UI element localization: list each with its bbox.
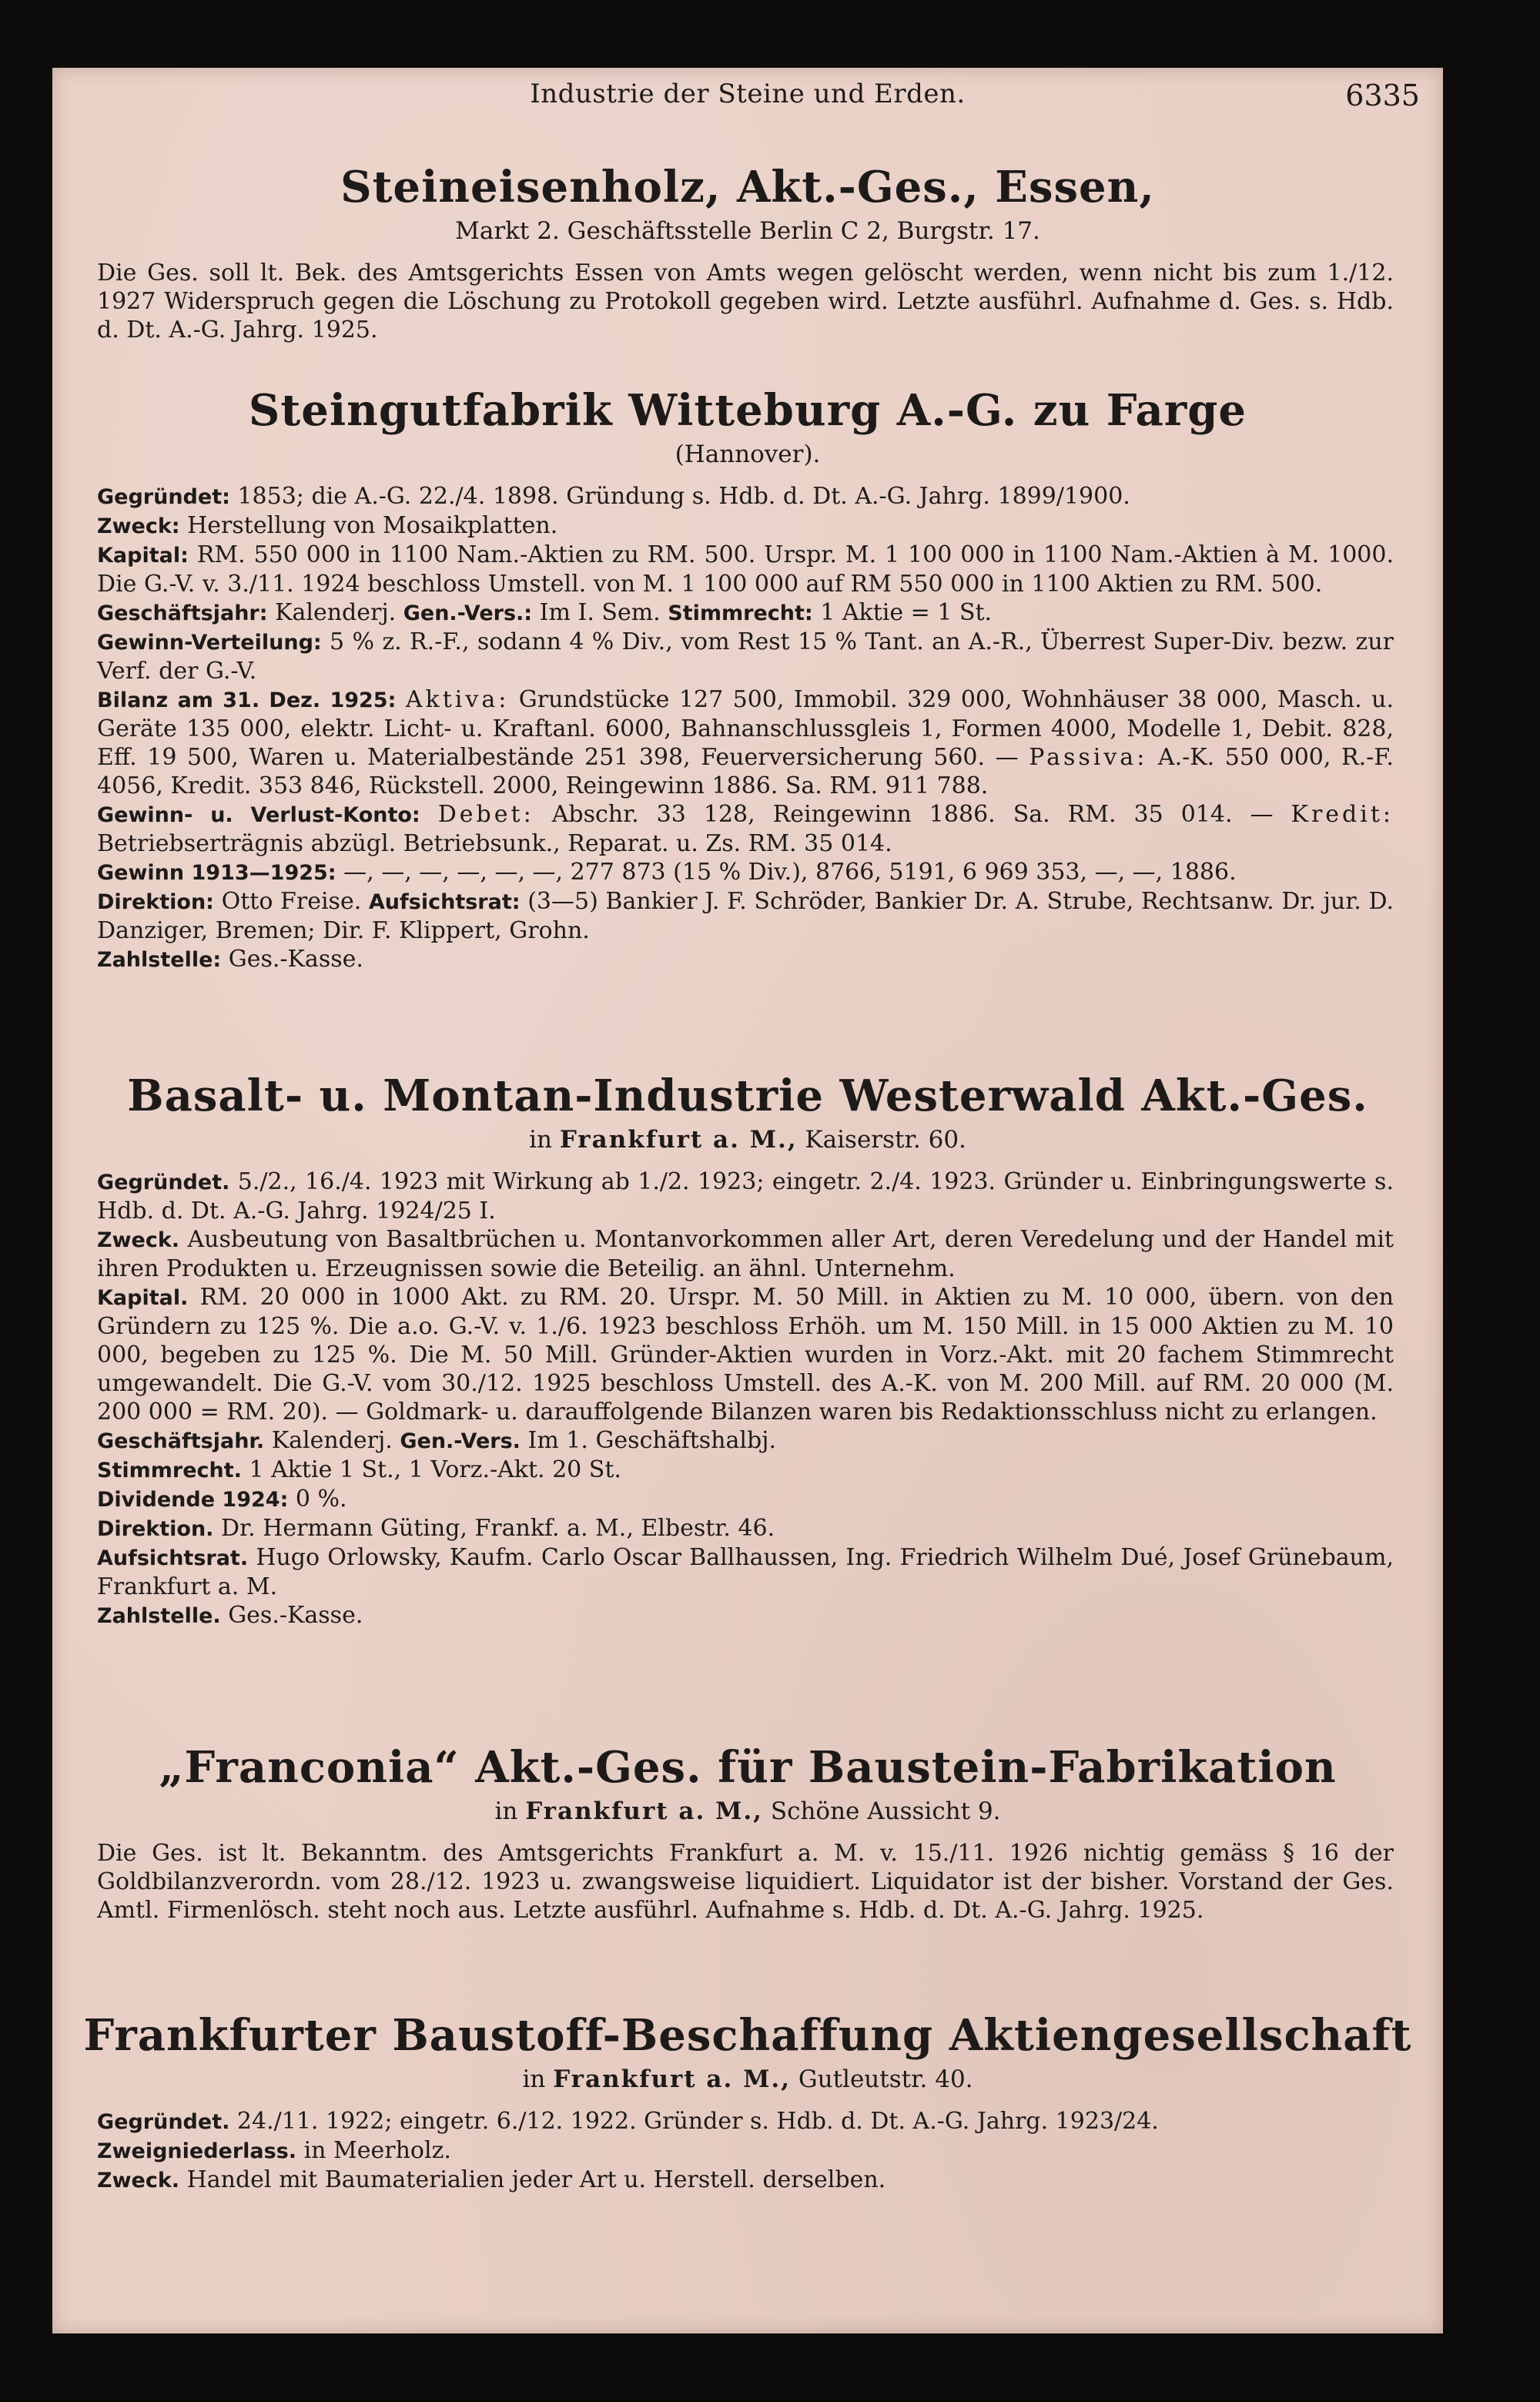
entry-franconia: [52, 1740, 1443, 1925]
field-label: Zweck.: [97, 2169, 180, 2193]
field-value: RM. 550 000 in 1100 Nam.-Aktien zu RM. 500. Urspr. M. 1 100 000 in 1100 Nam.-Aktien à M. 1000. Die G.-V. v. 3./11. 1924 beschloss Umstell. von M. 1 100 000 auf RM 550 000 in 1100 Aktien zu RM. 500.: [97, 541, 1394, 598]
field-zahlstelle: [97, 945, 1394, 974]
field-geschaeftsjahr: [97, 598, 1394, 628]
entry-title: Steingutfabrik Witteburg A.-G. zu Farge: [248, 385, 1247, 436]
field-value: Otto Freise.: [221, 888, 362, 915]
field-stimmrecht: [97, 1456, 1394, 1485]
field-dividende: [97, 1485, 1394, 1514]
entry-body: [52, 482, 1443, 974]
field-value: A.-K. 550 000, R.-F. 4056, Kredit. 353 846, Rückstell. 2000, Reingewinn 1886. Sa. RM. 911 788.: [97, 744, 1394, 799]
field-gegruendet: [97, 1167, 1394, 1225]
subtitle-city: Frankfurt a. M.,: [553, 2065, 791, 2093]
field-value: —, —, —, —, —, —, 277 873 (15 % Div.), 8766, 5191, 6 969 353, —, —, 1886.: [343, 859, 1237, 886]
field-label: Geschäftsjahr.: [97, 1429, 265, 1453]
field-value: Kalenderj.: [271, 1427, 393, 1454]
field-label: Kapital.: [97, 1286, 189, 1310]
field-direktion: [97, 1514, 1394, 1543]
field-label: Kapital:: [97, 544, 189, 568]
document-page: [52, 68, 1443, 2333]
entry-body: [52, 259, 1443, 344]
field-aufsichtsrat: [97, 1543, 1394, 1601]
field-zweck: [97, 1225, 1394, 1283]
entry-body: [52, 1839, 1443, 1925]
entry-text: Die Ges. soll lt. Bek. des Amtsgerichts Essen von Amts wegen gelöscht werden, wenn nicht bis zum 1./12. 1927 Widerspruch gegen die Löschung zu Protokoll gegeben wird. Letzte ausführl. Aufnahme d. Ges. s. Hdb. d. Dt. A.-G. Jahrg. 1925.: [97, 260, 1394, 343]
entry-body: [52, 2107, 1443, 2195]
field-sublabel: Debet:: [437, 801, 534, 828]
entry-address: Markt 2. Geschäftsstelle Berlin C 2, Burgstr. 17.: [455, 217, 1040, 245]
field-gewinn: [97, 858, 1394, 887]
field-zweck: [97, 511, 1394, 541]
field-label: Zweck.: [97, 1228, 180, 1252]
running-header: [52, 79, 1443, 116]
field-value: 24./11. 1922; eingetr. 6./12. 1922. Gründer s. Hdb. d. Dt. A.-G. Jahrg. 1923/24.: [236, 2108, 1159, 2135]
entry-address: [52, 1794, 1443, 1828]
field-label: Gen.-Vers.: [400, 1429, 521, 1453]
running-title: Industrie der Steine und Erden.: [530, 79, 966, 109]
field-value: Im 1. Geschäftshalbj.: [527, 1427, 776, 1454]
entry-steineisenholz: [52, 160, 1443, 344]
field-value: Abschr. 33 128, Reingewinn 1886. Sa. RM. 35 014. —: [551, 801, 1274, 828]
subtitle-prefix: in: [494, 1797, 518, 1825]
field-value: 5 % z. R.-F., sodann 4 % Div., vom Rest 15 % Tant. an A.-R., Überrest Super-Div. bezw. zur Verf. der G.-V.: [97, 628, 1394, 685]
field-label: Zahlstelle.: [97, 1604, 221, 1628]
field-sublabel: Passiva:: [1029, 744, 1148, 771]
field-label: Stimmrecht.: [97, 1459, 242, 1482]
field-value: Ausbeutung von Basaltbrüchen u. Montanvorkommen aller Art, deren Veredelung und der Handel mit ihren Produkten u. Erzeugnissen sowie die Beteilig. an ähnl. Unternehm.: [97, 1226, 1394, 1282]
field-label: Gegründet.: [97, 2110, 230, 2134]
field-value: 1853; die A.-G. 22./4. 1898. Gründung s. Hdb. d. Dt. A.-G. Jahrg. 1899/1900.: [237, 483, 1130, 510]
field-value: 1 Aktie 1 St., 1 Vorz.-Akt. 20 St.: [249, 1456, 621, 1483]
field-label: Direktion:: [97, 890, 214, 914]
field-value: 1 Aktie = 1 St.: [820, 599, 993, 626]
field-label: Direktion.: [97, 1517, 214, 1541]
page-number: 6335: [1345, 79, 1420, 112]
field-label: Zweck:: [97, 514, 180, 538]
field-gegruendet: [97, 2107, 1394, 2136]
entry-title: Frankfurter Baustoff-Beschaffung Aktiengesellschaft: [83, 2010, 1412, 2061]
subtitle-prefix: in: [529, 1126, 552, 1154]
field-value: Grundstücke 127 500, Immobil. 329 000, Wohnhäuser 38 000, Masch. u. Geräte 135 000, elektr. Licht- u. Kraftanl. 6000, Bahnanschlussgleis 1, Formen 4000, Modelle 1, Debit. 828, Eff. 19 500, Waren u. Materialbestände 251 398, Feuerversicherung 560. —: [97, 686, 1394, 771]
field-label: Gewinn-Verteilung:: [97, 631, 322, 655]
field-direktion: [97, 887, 1394, 945]
field-value: Betriebserträgnis abzügl. Betriebsunk., Reparat. u. Zs. RM. 35 014.: [97, 830, 892, 857]
field-value: Im I. Sem.: [539, 599, 661, 626]
field-value: Hugo Orlowsky, Kaufm. Carlo Oscar Ballhaussen, Ing. Friedrich Wilhelm Dué, Josef Grünebaum, Frankfurt a. M.: [97, 1544, 1394, 1600]
field-kapital: [97, 1283, 1394, 1426]
subtitle-prefix: in: [522, 2065, 546, 2093]
entry-text: Die Ges. ist lt. Bekanntm. des Amtsgerichts Frankfurt a. M. v. 15./11. 1926 nichtig gemäss § 16 der Goldbilanzverordn. vom 28./12. 1923 u. zwangsweise liquidiert. Liquidator ist der bisher. Vorstand der Ges. Amtl. Firmenlösch. steht noch aus. Letzte ausführl. Aufnahme s. Hdb. d. Dt. A.-G. Jahrg. 1925.: [97, 1840, 1394, 1924]
field-value: 0 %.: [295, 1486, 347, 1513]
entry-title: Basalt- u. Montan-Industrie Westerwald Akt.-Ges.: [127, 1070, 1368, 1121]
field-zahlstelle: [97, 1601, 1394, 1630]
entry-address: [52, 2062, 1443, 2096]
subtitle-city: Frankfurt a. M.,: [525, 1797, 763, 1825]
field-value: 5./2., 16./4. 1923 mit Wirkung ab 1./2. 1923; eingetr. 2./4. 1923. Gründer u. Einbringungswerte s. Hdb. d. Dt. A.-G. Jahrg. 1924/25 I.: [97, 1168, 1394, 1224]
field-label: Stimmrecht:: [668, 601, 813, 625]
field-value: Herstellung von Mosaikplatten.: [187, 512, 558, 539]
field-guv: [97, 800, 1394, 858]
field-value: (3—5) Bankier J. F. Schröder, Bankier Dr. A. Strube, Rechtsanw. Dr. jur. D. Danziger, Bremen; Dir. F. Klippert, Grohn.: [97, 888, 1394, 944]
field-label: Geschäftsjahr:: [97, 601, 268, 625]
field-sublabel: Aktiva:: [405, 686, 510, 713]
field-label: Gegründet:: [97, 485, 230, 509]
field-label: Zweigniederlass.: [97, 2139, 297, 2163]
entry-location: (Hannover).: [675, 441, 821, 468]
field-label: Gewinn- u. Verlust-Konto:: [97, 803, 420, 827]
entry-basalt-montan-westerwald: [52, 1069, 1443, 1630]
field-label: Bilanz am 31. Dez. 1925:: [97, 688, 397, 712]
entry-address: [52, 1123, 1443, 1157]
field-value: Kalenderj.: [275, 599, 397, 626]
field-label: Zahlstelle:: [97, 948, 222, 972]
entry-title: „Franconia“ Akt.-Ges. für Baustein-Fabrikation: [159, 1742, 1337, 1793]
field-gewinnverteilung: [97, 628, 1394, 685]
field-label: Gen.-Vers.:: [403, 601, 533, 625]
field-bilanz: [97, 685, 1394, 800]
entry-title: Steineisenholz, Akt.-Ges., Essen,: [340, 162, 1155, 213]
field-label: Gegründet.: [97, 1171, 230, 1194]
field-label: Aufsichtsrat:: [368, 890, 521, 914]
field-value: Ges.-Kasse.: [228, 946, 363, 973]
subtitle-address: Schöne Aussicht 9.: [770, 1797, 1001, 1825]
field-value: RM. 20 000 in 1000 Akt. zu RM. 20. Urspr. M. 50 Mill. in Aktien zu M. 10 000, übern. von den Gründern zu 125 %. Die a.o. G.-V. v. 1./6. 1923 beschloss Erhöh. um M. 150 Mill. in 15 000 Aktien zu M. 10 000, begeben zu 125 %. Die M. 50 Mill. Gründer-Aktien wurden in Vorz.-Akt. mit 20 fachem Stimmrecht umgewandelt. Die G.-V. vom 30./12. 1925 beschloss Umstell. des A.-K. von M. 200 Mill. auf RM. 20 000 (M. 200 000 = RM. 20). — Goldmark- u. darauffolgende Bilanzen waren bis Redaktionsschluss nicht zu erlangen.: [97, 1284, 1394, 1425]
field-value: Dr. Hermann Güting, Frankf. a. M., Elbestr. 46.: [221, 1515, 775, 1542]
entry-steingutfabrik-witteburg: [52, 384, 1443, 974]
subtitle-address: Kaiserstr. 60.: [805, 1126, 966, 1154]
subtitle-city: Frankfurt a. M.,: [559, 1126, 798, 1154]
field-zweigniederlass: [97, 2136, 1394, 2166]
field-label: Gewinn 1913—1925:: [97, 861, 336, 885]
subtitle-address: Gutleutstr. 40.: [798, 2065, 973, 2093]
field-value: Ges.-Kasse.: [228, 1602, 363, 1629]
field-gegruendet: [97, 482, 1394, 511]
entry-frankfurter-baustoff: [52, 2008, 1443, 2195]
field-zweck: [97, 2166, 1394, 2195]
entry-body: [52, 1167, 1443, 1630]
field-value: in Meerholz.: [303, 2137, 451, 2164]
field-label: Aufsichtsrat.: [97, 1546, 249, 1570]
field-kapital: [97, 541, 1394, 598]
field-label: Dividende 1924:: [97, 1488, 289, 1512]
field-sublabel: Kredit:: [1291, 801, 1394, 828]
field-value: Handel mit Baumaterialien jeder Art u. Herstell. derselben.: [186, 2166, 886, 2193]
field-geschaeftsjahr: [97, 1426, 1394, 1456]
